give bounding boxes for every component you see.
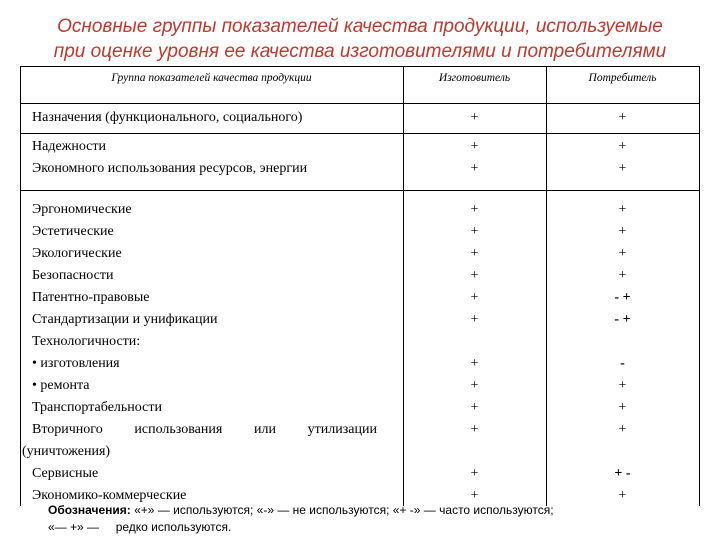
manufacturer-mark: + (470, 356, 479, 371)
manufacturer-mark: + (470, 268, 479, 283)
row-name: Технологичности: (32, 334, 141, 349)
table-row (20, 159, 699, 181)
row-name: Эргономические (32, 202, 132, 217)
legend-text-1: «+» — используются; «-» — не используются; «+ -» — часто используются; (134, 503, 554, 517)
row-name: Безопасности (32, 268, 114, 283)
header-bottom-border (20, 103, 699, 104)
row-name: Экологические (32, 246, 122, 261)
table-top-border (20, 66, 699, 67)
manufacturer-mark: + (470, 202, 479, 217)
table-row (20, 288, 699, 310)
table-row (20, 266, 699, 288)
manufacturer-mark: + (470, 290, 479, 305)
title-line-1: Основные группы показателей качества продукции, используемые (57, 16, 663, 37)
header-consumer: Потребитель (588, 72, 657, 84)
table-row (20, 310, 699, 332)
manufacturer-mark: + (470, 224, 479, 239)
table-row (20, 442, 699, 464)
legend-label: Обозначения: (48, 503, 131, 517)
row-divider (20, 190, 699, 191)
table-row (20, 398, 699, 420)
legend-line-1 (48, 502, 688, 519)
manufacturer-mark: + (470, 246, 479, 261)
row-name: Транспортабельности (32, 400, 162, 415)
consumer-mark: + (618, 224, 627, 239)
row-name: Надежности (32, 139, 106, 154)
row-name: (уничтожения) (22, 444, 111, 459)
consumer-mark: + (618, 488, 627, 503)
row-divider (20, 133, 699, 134)
manufacturer-mark: + (470, 422, 479, 437)
header-group: Группа показателей качества продукции (111, 72, 312, 84)
table-row (20, 108, 699, 130)
legend-line-2: «— +» — редко используются. (48, 520, 232, 534)
consumer-mark: + (618, 268, 627, 283)
consumer-mark: + (618, 110, 627, 125)
row-name: • изготовления (32, 356, 120, 371)
table-row (20, 244, 699, 266)
table-row (20, 222, 699, 244)
table-row (20, 354, 699, 376)
manufacturer-mark: + (470, 312, 479, 327)
row-name: Экономико-коммерческие (32, 488, 187, 503)
table-row (20, 420, 699, 442)
table-row (20, 200, 699, 222)
row-name: Сервисные (32, 466, 99, 481)
manufacturer-mark: + (470, 400, 479, 415)
quality-indicators-table (20, 66, 699, 506)
row-name: Назначения (функционального, социального) (32, 110, 303, 125)
manufacturer-mark: + (470, 161, 479, 176)
table-row (20, 137, 699, 159)
manufacturer-mark: + (470, 139, 479, 154)
manufacturer-mark: + (470, 110, 479, 125)
consumer-mark: + (618, 246, 627, 261)
header-manufacturer: Изготовитель (438, 72, 511, 84)
consumer-mark: + (618, 378, 627, 393)
row-name: Экономного использования ресурсов, энергии (32, 161, 308, 176)
consumer-mark: + - (614, 466, 631, 481)
table-row (20, 464, 699, 486)
consumer-mark: + (618, 139, 627, 154)
manufacturer-mark: + (470, 488, 479, 503)
row-name: Патентно-правовые (32, 290, 150, 305)
row-name: Эстетические (32, 224, 114, 239)
table-row (20, 376, 699, 398)
consumer-mark: + (618, 400, 627, 415)
consumer-mark: - + (614, 312, 631, 327)
consumer-mark: + (618, 161, 627, 176)
manufacturer-mark: + (470, 378, 479, 393)
table-right-border (699, 66, 700, 506)
manufacturer-mark: + (470, 466, 479, 481)
row-name: Стандартизации и унификации (32, 312, 218, 327)
consumer-mark: - (620, 356, 625, 371)
row-name: • ремонта (32, 378, 90, 393)
row-name: Вторичного использования или утилизации (32, 422, 377, 437)
legend (48, 502, 688, 536)
consumer-mark: + (618, 202, 627, 217)
table-row (20, 332, 699, 354)
consumer-mark: - + (614, 290, 631, 305)
page-title (0, 14, 720, 64)
consumer-mark: + (618, 422, 627, 437)
title-line-2: при оценке уровня ее качества изготовителями и потребителями (53, 41, 667, 62)
